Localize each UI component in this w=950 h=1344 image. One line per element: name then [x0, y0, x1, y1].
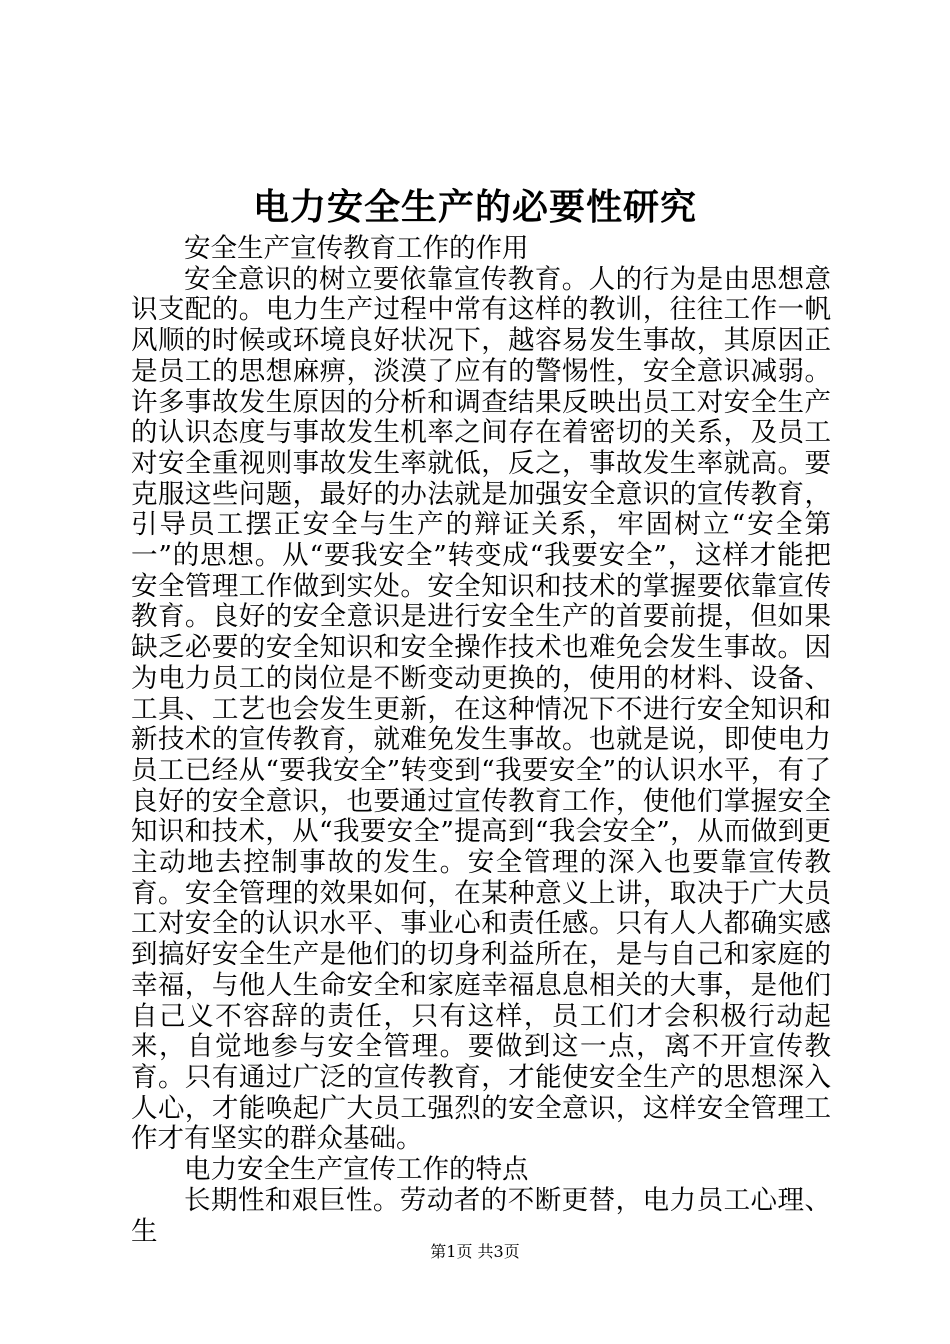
page-footer: 第1页 共3页	[430, 1242, 520, 1261]
document-title: 电力安全生产的必要性研究	[252, 187, 697, 228]
document-body	[131, 234, 831, 1247]
body-paragraph: 安全意识的树立要依靠宣传教育。人的行为是由思想意识支配的。电力生产过程中常有这样的教训，往往工作一帆风顺的时候或环境良好状况下，越容易发生事故，其原因正是员工的思想麻痹，淡漠了应有的警惕性，安全意识减弱。许多事故发生原因的分析和调查结果反映出员工对安全生产的认识态度与事故发生机率之间存在着密切的关系，及员工对安全重视则事故发生率就低，反之，事故发生率就高。要克服这些问题，最好的办法就是加强安全意识的宣传教育，引导员工摆正安全与生产的辩证关系，牢固树立“安全第一”的思想。从“要我安全”转变成“我要安全”，这样才能把安全管理工作做到实处。安全知识和技术的掌握要依靠宣传教育。良好的安全意识是进行安全生产的首要前提，但如果缺乏必要的安全知识和安全操作技术也难免会发生事故。因为电力员工的岗位是不断变动更换的，使用的材料、设备、工具、工艺也会发生更新，在这种情况下不进行安全知识和新技术的宣传教育，就难免发生事故。也就是说，即使电力员工已经从“要我安全”转变到“我要安全”的认识水平，有了良好的安全意识，也要通过宣传教育工作，使他们掌握安全知识和技术，从“我要安全”提高到“我会安全”，从而做到更主动地去控制事故的发生。安全管理的深入也要靠宣传教育。安全管理的效果如何，在某种意义上讲，取决于广大员工对安全的认识水平、事业心和责任感。只有人人都确实感到搞好安全生产是他们的切身利益所在，是与自己和家庭的幸福，与他人生命安全和家庭幸福息息相关的大事，是他们自己义不容辞的责任，只有这样，员工们才会积极行动起来，自觉地参与安全管理。要做到这一点，离不开宣传教育。只有通过广泛的宣传教育，才能使安全生产的思想深入人心，才能唤起广大员工强烈的安全意识，这样安全管理工作才有坚实的群众基础。	[131, 263, 831, 1155]
body-paragraph: 长期性和艰巨性。劳动者的不断更替，电力员工心理、生	[131, 1184, 831, 1247]
section-heading: 安全生产宣传教育工作的作用	[184, 233, 529, 264]
section-heading: 电力安全生产宣传工作的特点	[184, 1154, 529, 1186]
